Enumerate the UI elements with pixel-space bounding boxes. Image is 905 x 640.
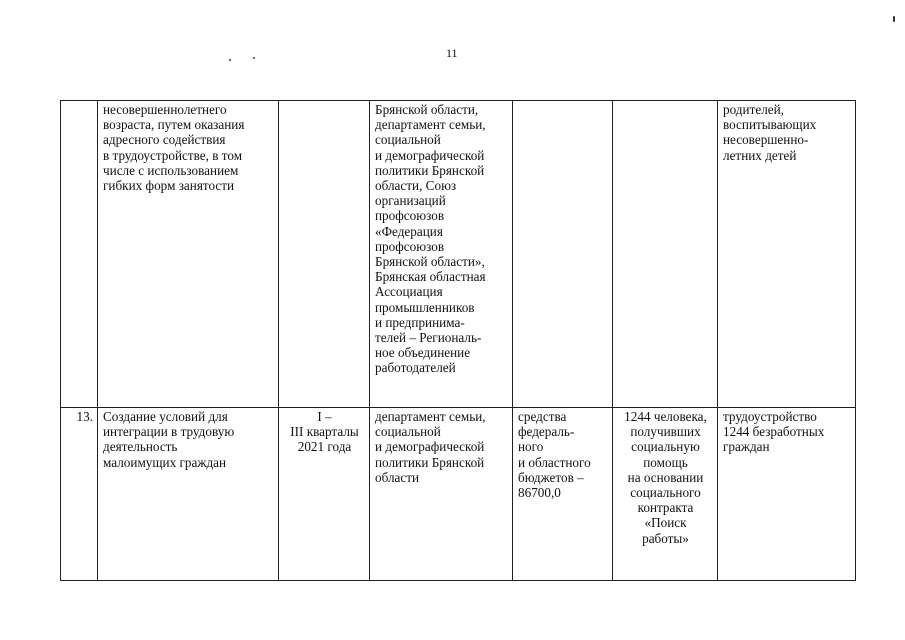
term-cell xyxy=(279,408,370,581)
text-line: на основании xyxy=(627,469,704,485)
text-line: департамент семьи, xyxy=(375,117,486,133)
text-line: департамент семьи, xyxy=(375,409,486,424)
funding-source-cell xyxy=(513,408,613,581)
text-line: средства xyxy=(518,409,567,424)
text-line: ного xyxy=(518,439,544,455)
scan-speck xyxy=(253,57,255,59)
text-line: числе с использованием xyxy=(103,162,239,178)
text-line: воспитывающих xyxy=(723,117,817,133)
event-cell xyxy=(98,101,279,408)
text-line: родителей, xyxy=(723,102,784,117)
text-line: помощь xyxy=(643,454,688,470)
text-line: области xyxy=(375,469,420,485)
measures-table xyxy=(60,100,856,581)
text-line: профсоюзов xyxy=(375,208,445,224)
text-line: Ассоциация xyxy=(375,284,443,300)
text-line: федераль- xyxy=(518,424,575,440)
text-line: и предпринима- xyxy=(375,314,465,330)
text-line: и демографической xyxy=(375,439,485,455)
text-line: политики Брянской xyxy=(375,162,485,178)
scan-speck xyxy=(893,16,895,22)
text-line: организаций xyxy=(375,193,446,209)
text-line: возраста, путем оказания xyxy=(103,117,245,133)
text-line: получивших xyxy=(630,424,701,440)
executors-cell xyxy=(370,408,513,581)
row-number-cell xyxy=(61,101,98,408)
text-line: летних детей xyxy=(723,147,797,163)
text-line: трудоустройство xyxy=(723,409,817,424)
funding-source-cell xyxy=(513,101,613,408)
text-line: промышленников xyxy=(375,299,475,315)
page-number: 11 xyxy=(446,46,458,60)
table-row xyxy=(61,101,856,408)
text-line: бюджетов – xyxy=(518,469,584,485)
text-line: 1244 безработных xyxy=(723,424,825,440)
text-line: 1244 человека, xyxy=(624,409,707,424)
text-line: деятельность xyxy=(103,439,178,455)
text-line: социального xyxy=(630,485,701,501)
text-line: работодателей xyxy=(375,360,456,376)
row-number-cell: 13. xyxy=(61,408,98,581)
text-line: Брянской области», xyxy=(375,254,485,270)
text-line: граждан xyxy=(723,439,770,455)
text-line: несовершенно- xyxy=(723,132,809,148)
text-line: социальной xyxy=(375,424,441,440)
table-row xyxy=(61,408,856,581)
result-cell xyxy=(613,408,718,581)
target-indicator-cell xyxy=(718,101,856,408)
text-line: «Поиск xyxy=(644,515,687,531)
text-line: 86700,0 xyxy=(518,485,561,501)
text-line: гибких форм занятости xyxy=(103,178,235,194)
text-line: адресного содействия xyxy=(103,132,226,148)
text-line: телей – Региональ- xyxy=(375,330,482,346)
text-line: контракта xyxy=(637,500,694,516)
text-line: и демографической xyxy=(375,147,485,163)
text-line: малоимущих граждан xyxy=(103,454,227,470)
term-cell xyxy=(279,101,370,408)
text-line: социальную xyxy=(631,439,700,455)
text-line: Брянская областная xyxy=(375,269,486,285)
text-line: профсоюзов xyxy=(375,238,445,254)
text-line: социальной xyxy=(375,132,441,148)
text-line: несовершеннолетнего xyxy=(103,102,227,117)
event-cell xyxy=(98,408,279,581)
text-line: интеграции в трудовую xyxy=(103,424,235,440)
scan-speck xyxy=(229,59,231,61)
text-line: Создание условий для xyxy=(103,409,228,424)
executors-cell xyxy=(370,101,513,408)
text-line: III кварталы xyxy=(290,424,359,440)
target-indicator-cell xyxy=(718,408,856,581)
text-line: и областного xyxy=(518,454,591,470)
text-line: области, Союз xyxy=(375,178,457,194)
text-line: «Федерация xyxy=(375,223,443,239)
text-line: Брянской области, xyxy=(375,102,479,117)
text-line: политики Брянской xyxy=(375,454,485,470)
text-line: в трудоустройстве, в том xyxy=(103,147,243,163)
text-line: работы» xyxy=(642,530,689,546)
text-line: 2021 года xyxy=(297,439,352,455)
text-line: I – xyxy=(317,409,332,424)
text-line: ное объединение xyxy=(375,345,471,361)
result-cell xyxy=(613,101,718,408)
